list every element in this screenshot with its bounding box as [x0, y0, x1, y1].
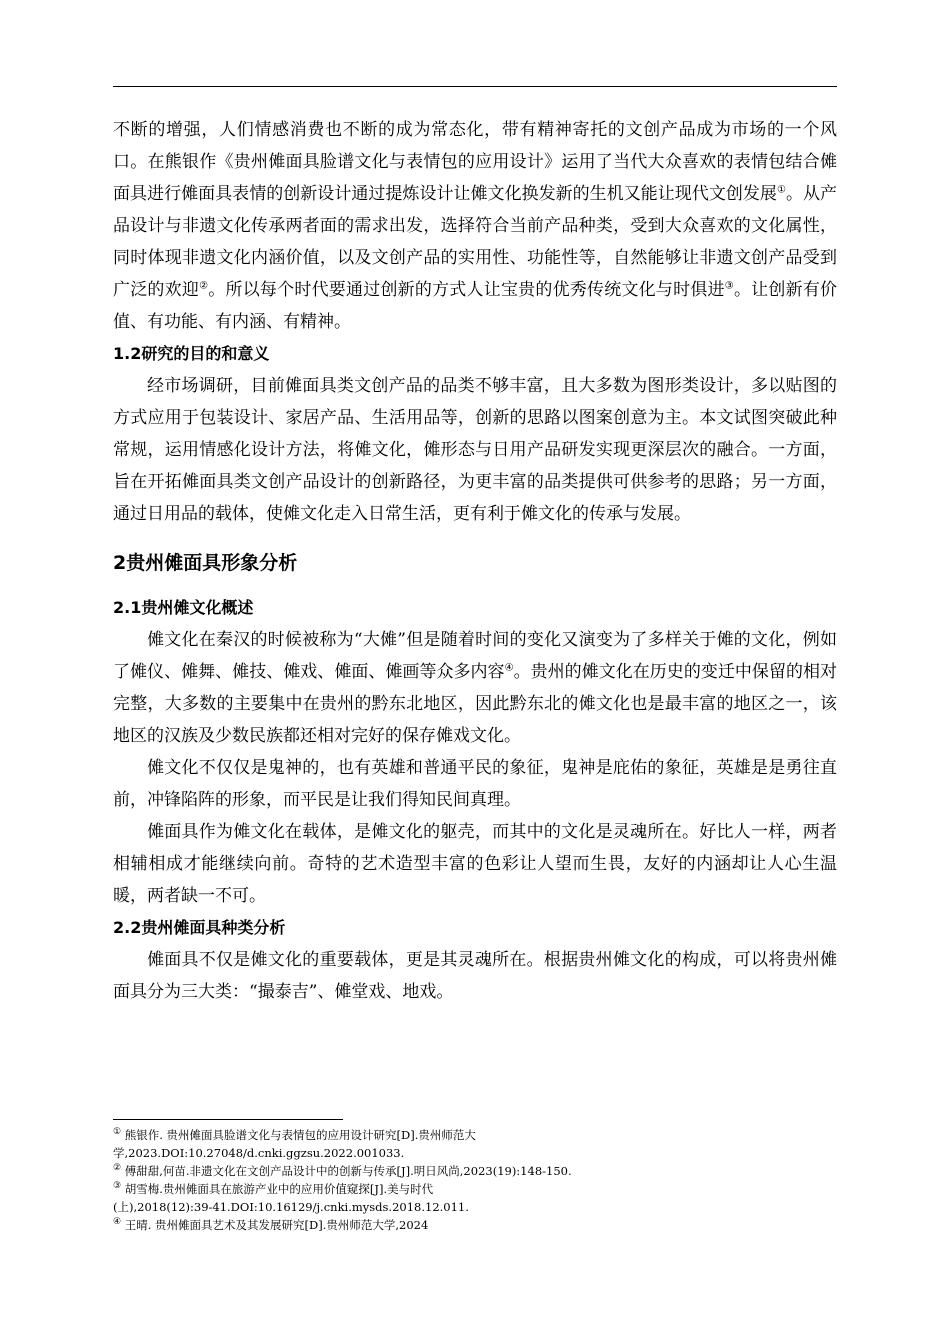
footnote-rule	[113, 1119, 343, 1120]
paragraph-2-1b: 傩文化不仅仅是鬼神的，也有英雄和普通平民的象征，鬼神是庇佑的象征，英雄是是勇往直前，冲锋陷阵的形象，而平民是让我们得知民间真理。	[113, 758, 837, 810]
para-2-1a-text-a: 傩文化在秦汉的时候被称为“大傩”但是随着时间的变化又演变为了多样关于傩的文化，例如了傩仪、傩舞、傩技、傩戏、傩面、傩画等众多内容	[113, 630, 837, 682]
intro-paragraph	[113, 114, 837, 338]
intro-text-a: 不断的增强，人们情感消费也不断的成为常态化，带有精神寄托的文创产品成为市场的一个风口。在熊银作《贵州傩面具脸谱文化与表情包的应用设计》运用了当代大众喜欢的表情包结合傩面具进行傩面具表情的创新设计通过提炼设计让傩文化换发新的生机又能让现代文创发展	[113, 120, 837, 204]
footnote-mark: ②	[113, 1163, 122, 1174]
footnote-ref-1[interactable]: ①	[776, 184, 786, 196]
footnote-2	[113, 1162, 837, 1180]
paragraph-2-1c: 傩面具作为傩文化在载体，是傩文化的躯壳，而其中的文化是灵魂所在。好比人一样，两者相辅相成才能继续向前。奇特的艺术造型丰富的色彩让人望而生畏，友好的内涵却让人心生温暖，两者缺一不可。	[113, 822, 837, 906]
heading-2-2: 2.2贵州傩面具种类分析	[113, 918, 286, 937]
footnote-1	[113, 1126, 837, 1144]
footnote-3	[113, 1180, 837, 1198]
footnote-text: 王晴. 贵州傩面具艺术及其发展研究[D].贵州师范大学,2024	[121, 1218, 429, 1232]
footnote-4	[113, 1216, 837, 1234]
footnote-1-cont: 学,2023.DOI:10.27048/d.cnki.ggzsu.2022.001033.	[113, 1146, 405, 1160]
footnote-text: 熊银作. 贵州傩面具脸谱文化与表情包的应用设计研究[D].贵州师范大	[121, 1128, 476, 1142]
intro-text-b: 。从产品设计与非遗文化传承两者面的需求出发，选择符合当前产品种类，受到大众喜欢的文化属性，同时体现非遗文化内涵价值，以及文创产品的实用性、功能性等，自然能够让非遗文创产品受到广泛的欢迎	[113, 184, 838, 300]
footnote-ref-2[interactable]: ②	[199, 280, 209, 292]
footnote-mark: ④	[113, 1217, 122, 1228]
para-2-1a-text-b: 。贵州的傩文化在历史的变迁中保留的相对完整，大多数的主要集中在贵州的黔东北地区，因此黔东北的傩文化也是最丰富的地区之一，该地区的汉族及少数民族都还相对完好的保存傩戏文化。	[113, 662, 838, 746]
heading-2: 2贵州傩面具形象分析	[113, 552, 298, 574]
footnote-text: 傅甜甜,何苗.非遗文化在文创产品设计中的创新与传承[J].明日风尚,2023(19):148-150.	[121, 1164, 572, 1178]
footnote-3-cont: (上),2018(12):39-41.DOI:10.16129/j.cnki.mysds.2018.12.011.	[113, 1200, 469, 1214]
intro-text-d: 。让创新有价值、有功能、有内涵、有精神。	[113, 280, 838, 332]
paragraph-2-1a	[113, 624, 837, 752]
footnote-mark: ①	[113, 1127, 122, 1138]
footnote-mark: ③	[113, 1181, 122, 1192]
page-body	[113, 114, 837, 1008]
footnote-ref-3[interactable]: ③	[724, 280, 734, 292]
footnote-ref-4[interactable]: ④	[504, 662, 514, 674]
header-rule	[113, 86, 837, 87]
paragraph-2-2: 傩面具不仅是傩文化的重要载体，更是其灵魂所在。根据贵州傩文化的构成，可以将贵州傩面具分为三大类：“撮泰吉”、傩堂戏、地戏。	[113, 950, 837, 1002]
footnotes	[113, 1126, 837, 1234]
heading-2-1: 2.1贵州傩文化概述	[113, 598, 254, 617]
heading-1-2: 1.2研究的目的和意义	[113, 344, 270, 363]
intro-text-c: 。所以每个时代要通过创新的方式人让宝贵的优秀传统文化与时俱进	[208, 280, 725, 300]
paragraph-1-2: 经市场调研，目前傩面具类文创产品的品类不够丰富，且大多数为图形类设计，多以贴图的方式应用于包装设计、家居产品、生活用品等，创新的思路以图案创意为主。本文试图突破此种常规，运用情感化设计方法，将傩文化，傩形态与日用产品研发实现更深层次的融合。一方面，旨在开拓傩面具类文创产品设计的创新路径，为更丰富的品类提供可供参考的思路；另一方面，通过日用品的载体，使傩文化走入日常生活，更有利于傩文化的传承与发展。	[113, 376, 837, 524]
footnote-text: 胡雪梅.贵州傩面具在旅游产业中的应用价值窥探[J].美与时代	[121, 1182, 434, 1196]
